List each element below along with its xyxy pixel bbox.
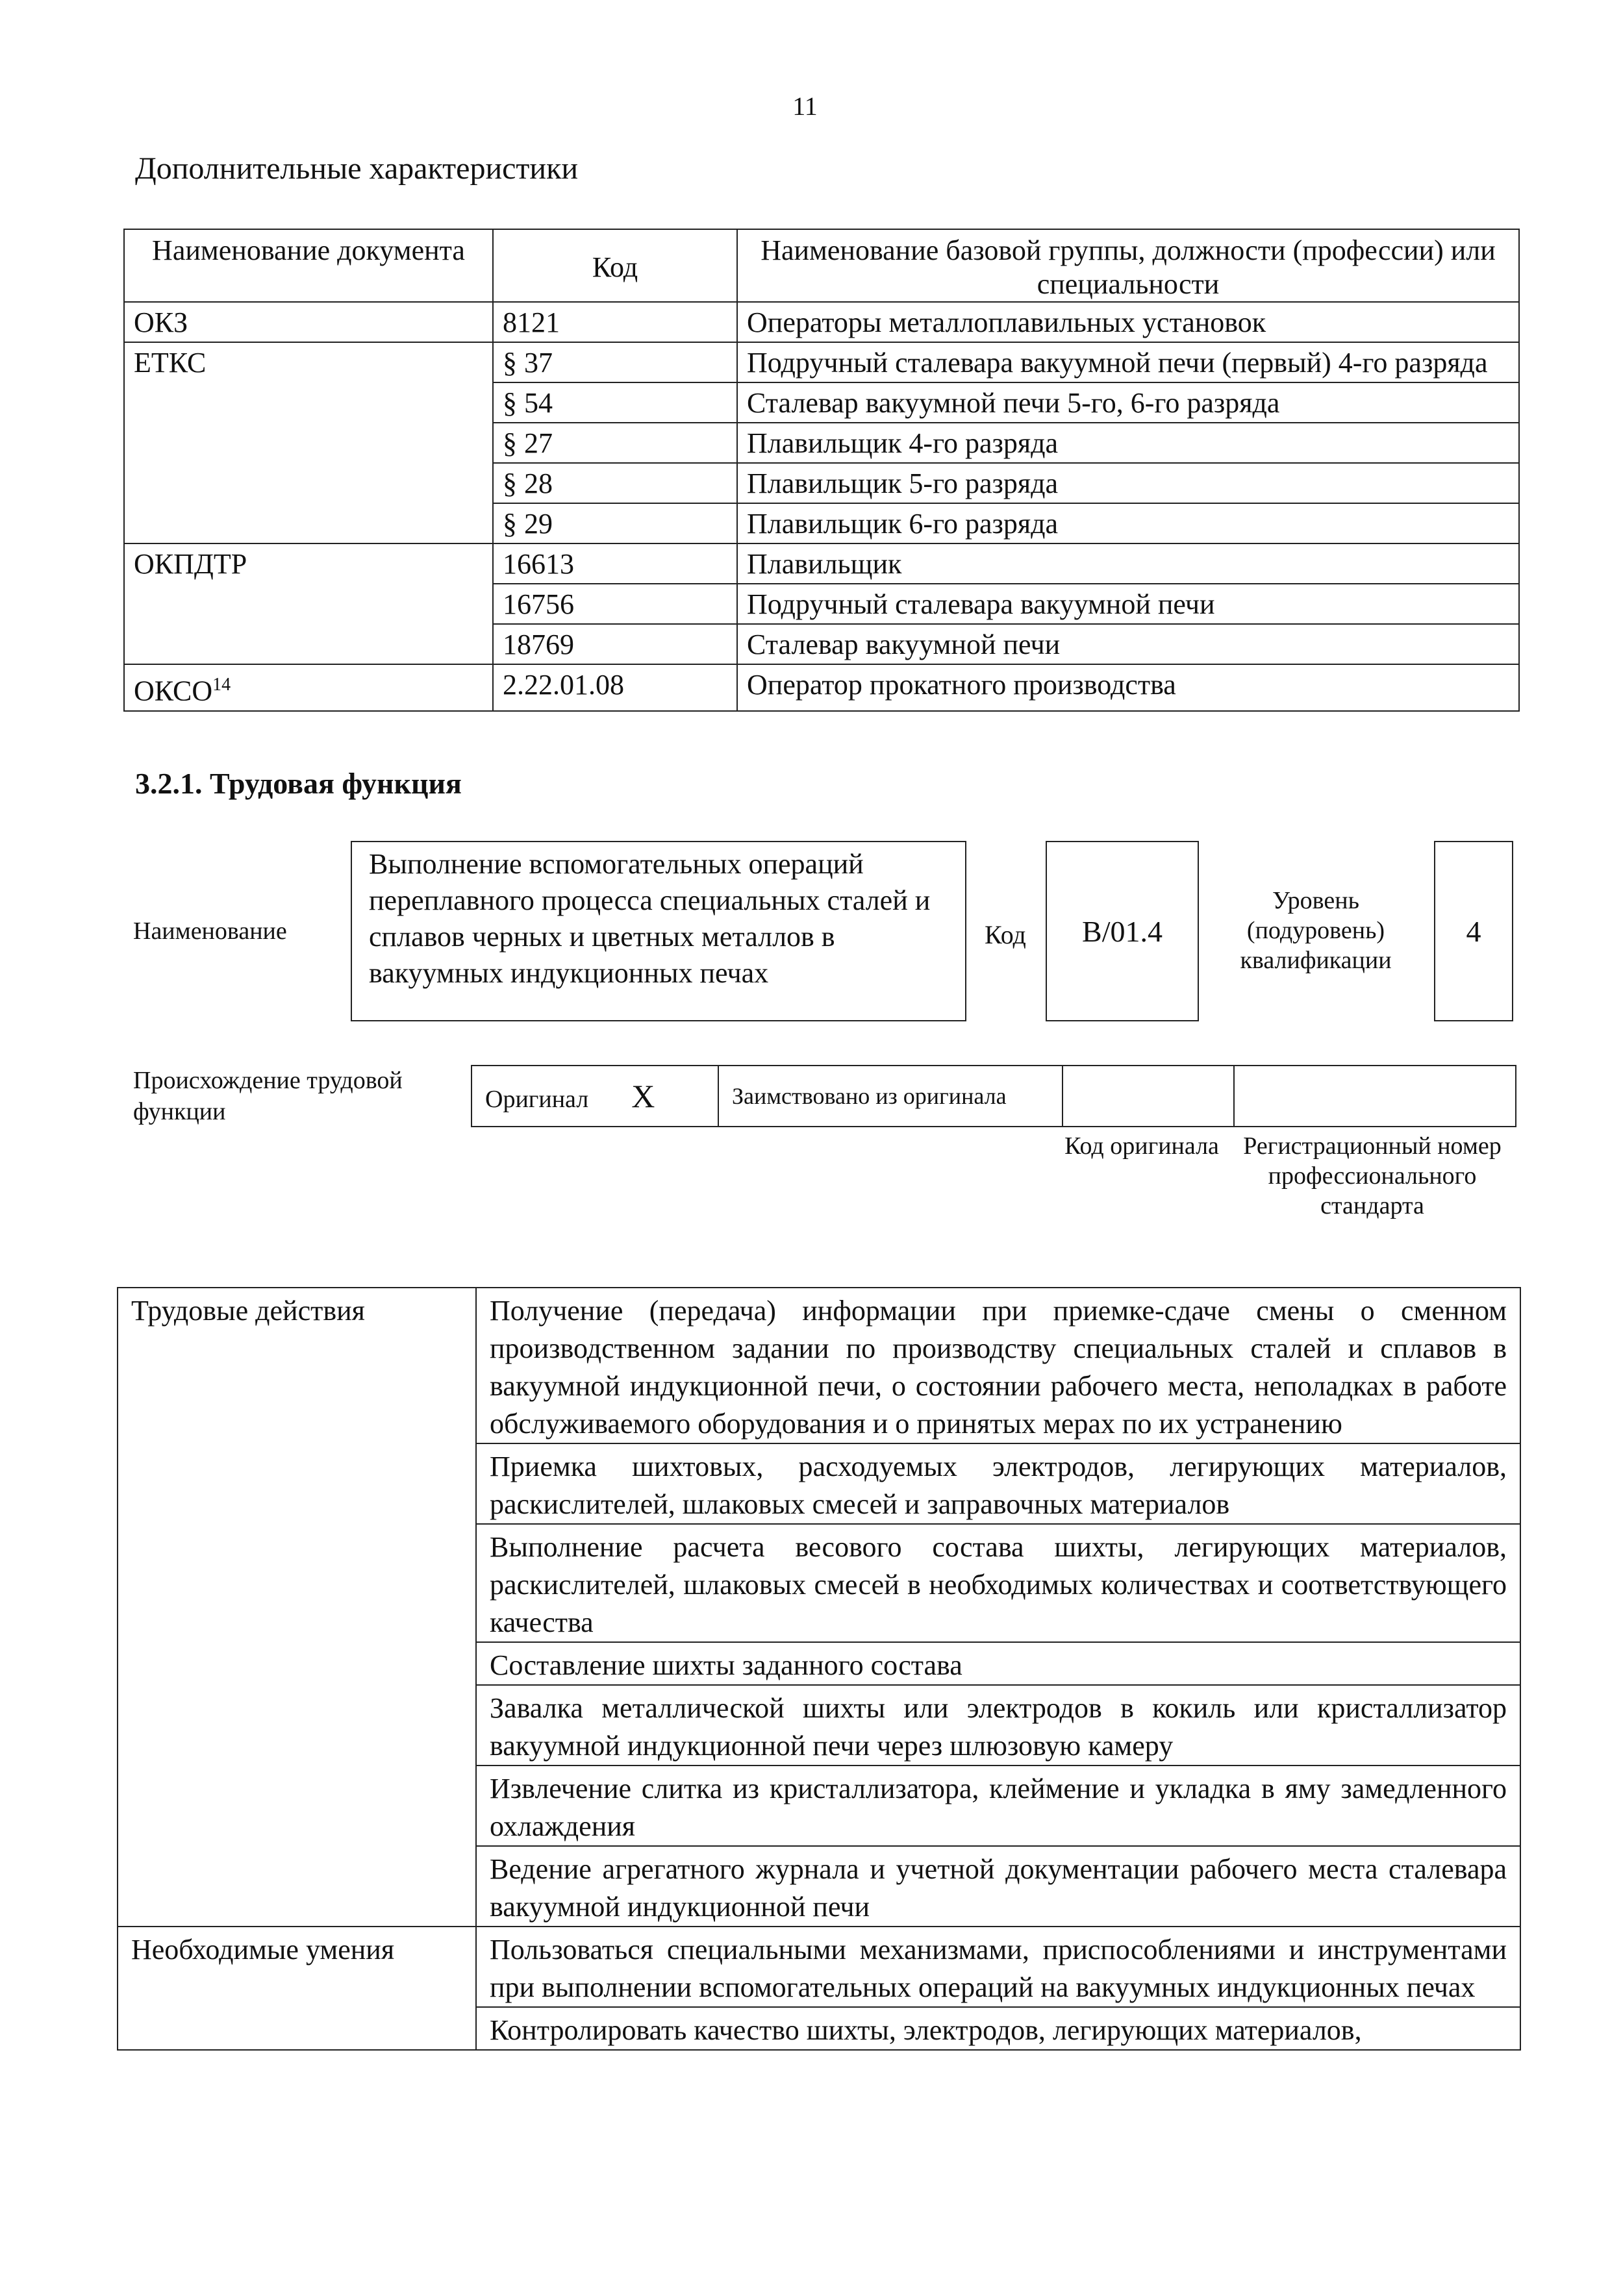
origin-table — [471, 1065, 1516, 1127]
skill-item: Пользоваться специальными механизмами, приспособлениями и инструментами при выполнении вспомогательных операций на вакуумных индукционных печах — [476, 1927, 1520, 2007]
code-cell: 18769 — [493, 624, 737, 664]
name-cell: Плавильщик — [737, 543, 1519, 584]
table-row — [124, 584, 1519, 624]
doc-cell — [124, 463, 493, 503]
code-cell: § 37 — [493, 342, 737, 382]
original-label: Оригинал — [485, 1086, 589, 1113]
doc-cell — [124, 423, 493, 463]
qualification-level-box: 4 — [1434, 841, 1513, 1021]
characteristics-table — [123, 229, 1520, 712]
labor-action-item: Приемка шихтовых, расходуемых электродов, легирующих материалов, раскислителей, шлаковых смесей и заправочных материалов — [476, 1443, 1520, 1524]
header-group-name: Наименование базовой группы, должности (профессии) или специальности — [737, 229, 1519, 302]
page-number: 11 — [792, 92, 818, 121]
name-cell: Сталевар вакуумной печи 5-го, 6-го разряда — [737, 382, 1519, 423]
borrowed-cell: Заимствовано из оригинала — [718, 1066, 1063, 1127]
table-row — [118, 1766, 1520, 1846]
table-row — [118, 1642, 1520, 1685]
name-cell: Оператор прокатного производства — [737, 664, 1519, 711]
origin-row — [472, 1066, 1516, 1127]
table-row — [118, 1288, 1520, 1443]
original-code-cell — [1063, 1066, 1234, 1127]
labor-action-item: Составление шихты заданного состава — [476, 1642, 1520, 1685]
labor-action-item: Выполнение расчета весового состава шихты, легирующих материалов, раскислителей, шлаковых смесей в необходимых количествах и соответствующего качества — [476, 1524, 1520, 1642]
table-row — [118, 2007, 1520, 2050]
table-row — [124, 543, 1519, 584]
name-cell: Плавильщик 5-го разряда — [737, 463, 1519, 503]
code-cell: § 28 — [493, 463, 737, 503]
code-cell: 16756 — [493, 584, 737, 624]
table-row — [124, 382, 1519, 423]
labor-actions-label: Трудовые действия — [118, 1288, 476, 1443]
reg-number-cell — [1234, 1066, 1516, 1127]
doc-cell: ОКЗ — [124, 302, 493, 342]
footnote-ref: 14 — [212, 675, 231, 695]
code-value-box: B/01.4 — [1046, 841, 1199, 1021]
doc-cell — [124, 624, 493, 664]
qualification-level-label: Уровень (подуровень) квалификации — [1240, 887, 1392, 974]
table-row — [118, 1685, 1520, 1766]
function-name-box: Выполнение вспомогательных операций переплавного процесса специальных сталей и сплавов черных и цветных металлов в вакуумных индукционных печах — [351, 841, 966, 1021]
table-row — [118, 1927, 1520, 2007]
empty-cell — [118, 2007, 476, 2050]
skill-item: Контролировать качество шихты, электродов, легирующих материалов, — [476, 2007, 1520, 2050]
table-row — [118, 1524, 1520, 1642]
doc-cell — [124, 382, 493, 423]
table-row — [124, 423, 1519, 463]
name-label: Наименование — [133, 917, 287, 945]
section-caption: Дополнительные характеристики — [135, 151, 579, 186]
labor-function-title: 3.2.1. Трудовая функция — [135, 767, 462, 800]
original-mark: X — [631, 1078, 655, 1114]
header-code: Код — [493, 229, 737, 302]
code-cell: 2.22.01.08 — [493, 664, 737, 711]
empty-cell — [118, 1846, 476, 1927]
table-row — [124, 503, 1519, 543]
skills-label: Необходимые умения — [118, 1927, 476, 2007]
table-header-row — [124, 229, 1519, 302]
doc-text: ОКСО — [134, 675, 213, 707]
labor-action-item: Получение (передача) информации при приемке-сдаче смены о сменном производственном задании по производству специальных сталей и сплавов в вакуумной индукционной печи, о состоянии рабочего места, неполадках в работе обслуживаемого оборудования и о принятых мерах по их устранению — [476, 1288, 1520, 1443]
table-row — [124, 302, 1519, 342]
code-cell: 16613 — [493, 543, 737, 584]
empty-cell — [118, 1642, 476, 1685]
labor-action-item: Извлечение слитка из кристаллизатора, клеймение и укладка в яму замедленного охлаждения — [476, 1766, 1520, 1846]
labor-action-item: Ведение агрегатного журнала и учетной документации рабочего места сталевара вакуумной индукционной печи — [476, 1846, 1520, 1927]
doc-cell: ОКПДТР — [124, 543, 493, 584]
doc-cell — [124, 664, 493, 711]
empty-cell — [118, 1685, 476, 1766]
doc-cell: ЕТКС — [124, 342, 493, 382]
table-row — [118, 1846, 1520, 1927]
code-cell: 8121 — [493, 302, 737, 342]
header-document: Наименование документа — [124, 229, 493, 302]
origin-label: Происхождение трудовой функции — [133, 1067, 403, 1125]
table-row — [118, 1443, 1520, 1524]
labor-action-item: Завалка металлической шихты или электродов в кокиль или кристаллизатор вакуумной индукционной печи через шлюзовую камеру — [476, 1685, 1520, 1766]
table-row — [124, 624, 1519, 664]
code-cell: § 54 — [493, 382, 737, 423]
name-cell: Подручный сталевара вакуумной печи (первый) 4-го разряда — [737, 342, 1519, 382]
name-cell: Операторы металлоплавильных установок — [737, 302, 1519, 342]
empty-cell — [118, 1766, 476, 1846]
name-cell: Плавильщик 6-го разряда — [737, 503, 1519, 543]
empty-cell — [118, 1524, 476, 1642]
labor-actions-table — [117, 1287, 1521, 2051]
empty-cell — [118, 1443, 476, 1524]
name-cell: Подручный сталевара вакуумной печи — [737, 584, 1519, 624]
name-cell: Сталевар вакуумной печи — [737, 624, 1519, 664]
code-cell: § 27 — [493, 423, 737, 463]
code-cell: § 29 — [493, 503, 737, 543]
table-row — [124, 463, 1519, 503]
table-row — [124, 342, 1519, 382]
code-label: Код — [985, 920, 1026, 949]
reg-number-caption: Регистрационный номер профессионального стандарта — [1243, 1132, 1502, 1219]
doc-cell — [124, 584, 493, 624]
table-row — [124, 664, 1519, 711]
name-cell: Плавильщик 4-го разряда — [737, 423, 1519, 463]
doc-cell — [124, 503, 493, 543]
original-code-caption: Код оригинала — [1064, 1132, 1219, 1160]
original-cell — [472, 1066, 718, 1127]
